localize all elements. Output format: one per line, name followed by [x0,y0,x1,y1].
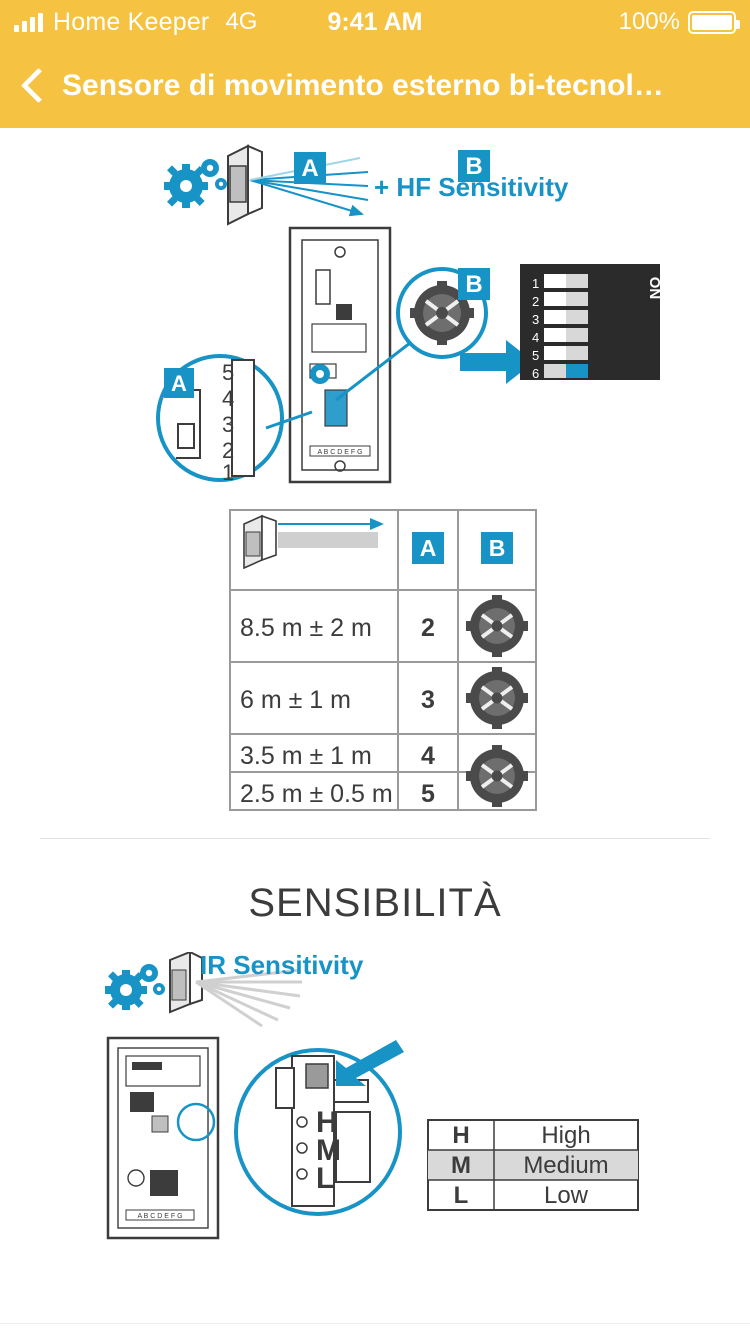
svg-text:A: A [171,371,187,396]
status-bar-right [619,8,736,36]
svg-text:1: 1 [532,276,540,291]
svg-text:3: 3 [532,312,540,327]
hf-sensitivity-figure [0,128,750,828]
gear-icon [164,159,227,208]
status-bar [0,0,750,44]
network-type-label: 4G [225,8,258,35]
battery-icon [688,11,736,34]
svg-text:B: B [465,153,483,180]
dial-number-4: 4 [222,386,235,411]
switch-label-l: L [316,1162,335,1195]
dip-on-label: ON [646,276,663,300]
range-row-3-distance: 2.5 m ± 0.5 m [240,780,393,808]
gear-icon-bottom [105,964,165,1010]
ir-sensitivity-figure [0,952,750,1282]
pcb-board-illustration [290,228,390,482]
switch-label-h: H [316,1106,338,1139]
pcb-strip-label-top: A B C D E F G [317,449,363,456]
content-area[interactable] [0,128,750,1334]
range-row-2-a: 4 [421,742,435,770]
range-row-2-distance: 3.5 m ± 1 m [240,742,372,770]
signal-strength-icon [14,12,43,32]
sensitivity-row-1-label: Medium [523,1152,609,1179]
dial-number-2: 2 [222,438,235,463]
range-row-0-distance: 8.5 m ± 2 m [240,614,372,642]
ir-slider-switch [306,1064,328,1088]
dial-number-5: 5 [222,360,235,385]
table-header-a [412,532,444,564]
svg-text:4: 4 [532,330,540,345]
hf-diagram [0,128,750,828]
label-a-top [294,152,326,184]
battery-percent-label: 100% [618,8,680,35]
dip-switch-illustration [520,264,663,381]
sensitivity-row-2-code: L [453,1182,469,1209]
svg-text:5: 5 [532,348,540,363]
sensitivity-row-1-code: M [451,1152,471,1179]
status-bar-left [14,8,257,37]
section-divider [40,838,710,839]
ir-diagram [0,952,750,1282]
svg-text:A: A [301,155,319,182]
table-header-b [481,532,513,564]
page-title: Sensore di movimento esterno bi-tecnol… [62,69,664,102]
sensor-device-icon [228,146,262,224]
bottom-divider [0,1323,750,1324]
switch-label-m: M [316,1134,341,1167]
range-row-1-distance: 6 m ± 1 m [240,686,351,714]
carrier-label: Home Keeper [53,7,210,36]
chevron-left-icon[interactable] [16,69,50,103]
range-row-0-a: 2 [421,614,435,642]
range-table [230,510,536,810]
navigation-bar [0,44,750,128]
hf-sensitivity-caption: + HF Sensitivity [374,172,569,202]
svg-text:2: 2 [532,294,540,309]
svg-text:B: B [465,271,483,298]
section-title: SENSIBILITÀ [248,881,502,925]
sensitivity-row-2-label: Low [543,1182,589,1209]
pcb-strip-label-bottom: A B C D E F G [137,1213,183,1220]
svg-text:B: B [488,535,506,561]
range-row-1-a: 3 [421,686,435,714]
svg-text:6: 6 [532,366,540,381]
sensitivity-table [428,1120,638,1210]
dial-number-1: 1 [222,460,235,485]
clock-label: 9:41 AM [327,7,423,36]
pcb-board-illustration-bottom [108,1038,218,1238]
magnifier-ir [236,1050,400,1214]
dial-number-3: 3 [222,412,235,437]
svg-text:A: A [419,535,437,561]
sensitivity-row-0-code: H [452,1122,470,1149]
ir-sensitivity-caption: IR Sensitivity [200,952,364,980]
sensitivity-row-0-label: High [541,1122,591,1149]
range-row-3-a: 5 [421,780,435,808]
